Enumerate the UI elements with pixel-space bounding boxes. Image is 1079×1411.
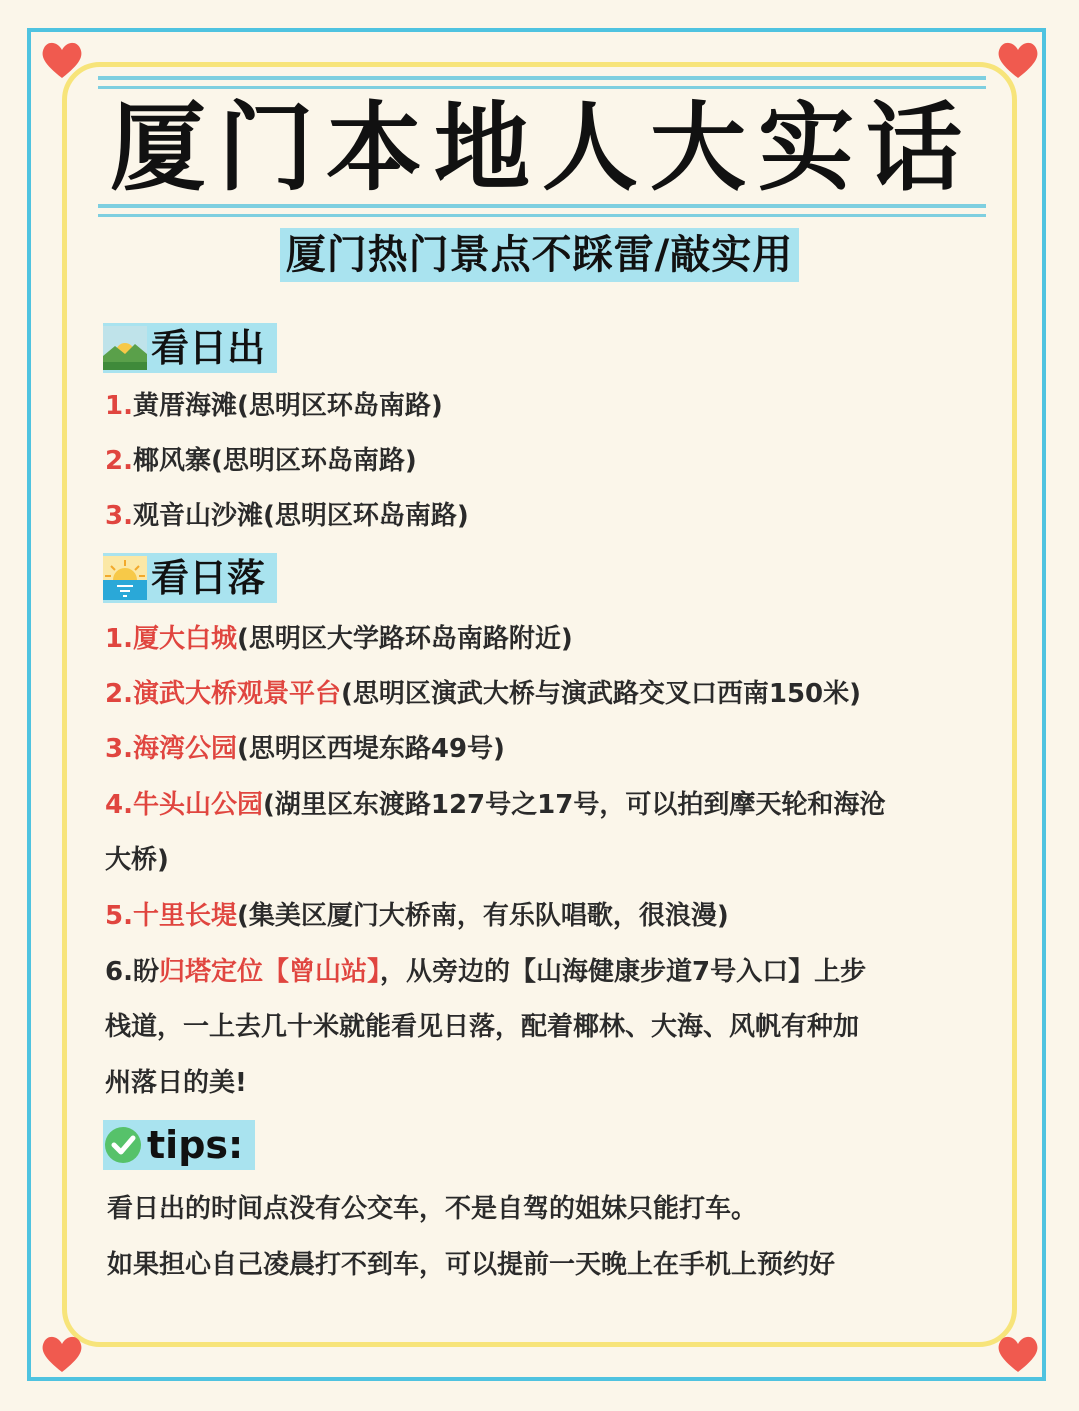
heart-icon (996, 40, 1040, 80)
subtitle: 厦门热门景点不踩雷/敲实用 (280, 228, 800, 282)
item-number: 1. (105, 391, 133, 421)
list-item (105, 666, 995, 722)
sunset-heading (103, 553, 277, 603)
item-number: 3. (105, 734, 133, 764)
sunrise-icon (103, 326, 147, 370)
list-item (105, 944, 995, 1000)
item-detail: (思明区西堤东路49号) (236, 734, 505, 764)
item-name: 海湾公园 (132, 734, 237, 764)
item-highlight: 归塔定位【曾山站】 (158, 957, 380, 987)
list-item (105, 488, 995, 544)
tips-line: 如果担心自己凌晨打不到车，可以提前一天晚上在手机上预约好 (107, 1250, 836, 1280)
title-rule-top (98, 76, 986, 80)
item-detail: (思明区演武大桥与演武路交叉口西南150米) (340, 679, 862, 709)
list-item-continuation (105, 1055, 995, 1111)
check-icon (103, 1125, 143, 1165)
page-title: 厦门本地人大实话 (110, 92, 974, 204)
heart-icon (40, 40, 84, 80)
item-name: 演武大桥观景平台 (132, 679, 341, 709)
sunrise-heading-label: 看日出 (151, 326, 266, 370)
list-item-continuation (105, 999, 995, 1055)
heart-icon (996, 1334, 1040, 1374)
item-text: 观音山沙滩(思明区环岛南路) (132, 501, 469, 531)
heart-icon (40, 1334, 84, 1374)
sunset-heading-label: 看日落 (151, 556, 266, 600)
item-number: 2. (105, 679, 133, 709)
list-item (105, 378, 995, 434)
list-item (105, 777, 995, 833)
item-number: 3. (105, 501, 133, 531)
sunset-icon (103, 556, 147, 600)
item-number: 5. (105, 901, 133, 931)
title-rule-bottom (98, 214, 986, 217)
title-rule-top (98, 86, 986, 89)
subtitle-wrap (0, 228, 1079, 282)
item-detail: 州落日的美! (105, 1068, 247, 1098)
item-detail: 栈道，一上去几十米就能看见日落，配着椰林、大海、风帆有种加 (105, 1012, 860, 1042)
item-prefix: 6.盼 (105, 957, 159, 987)
item-detail: (湖里区东渡路127号之17号，可以拍到摩天轮和海沧 (262, 790, 886, 820)
item-detail: (集美区厦门大桥南，有乐队唱歌，很浪漫) (236, 901, 729, 931)
item-name: 厦大白城 (132, 624, 237, 654)
item-text: 黄厝海滩(思明区环岛南路) (132, 391, 443, 421)
item-detail: ，从旁边的【山海健康步道7号入口】上步 (379, 957, 867, 987)
list-item (105, 721, 995, 777)
item-name: 十里长堤 (132, 901, 237, 931)
item-name: 牛头山公园 (132, 790, 263, 820)
list-item (105, 433, 995, 489)
list-item (105, 611, 995, 667)
item-detail: (思明区大学路环岛南路附近) (236, 624, 573, 654)
tips-heading (103, 1120, 255, 1170)
item-detail: 大桥) (105, 845, 169, 875)
item-number: 1. (105, 624, 133, 654)
list-item (105, 888, 995, 944)
item-number: 2. (105, 446, 133, 476)
list-item-continuation (105, 832, 995, 888)
item-text: 椰风寨(思明区环岛南路) (132, 446, 417, 476)
tips-line: 看日出的时间点没有公交车，不是自驾的姐妹只能打车。 (107, 1194, 758, 1224)
item-number: 4. (105, 790, 133, 820)
tips-heading-label: tips: (147, 1123, 244, 1167)
sunrise-heading (103, 323, 277, 373)
title-rule-bottom (98, 204, 986, 208)
